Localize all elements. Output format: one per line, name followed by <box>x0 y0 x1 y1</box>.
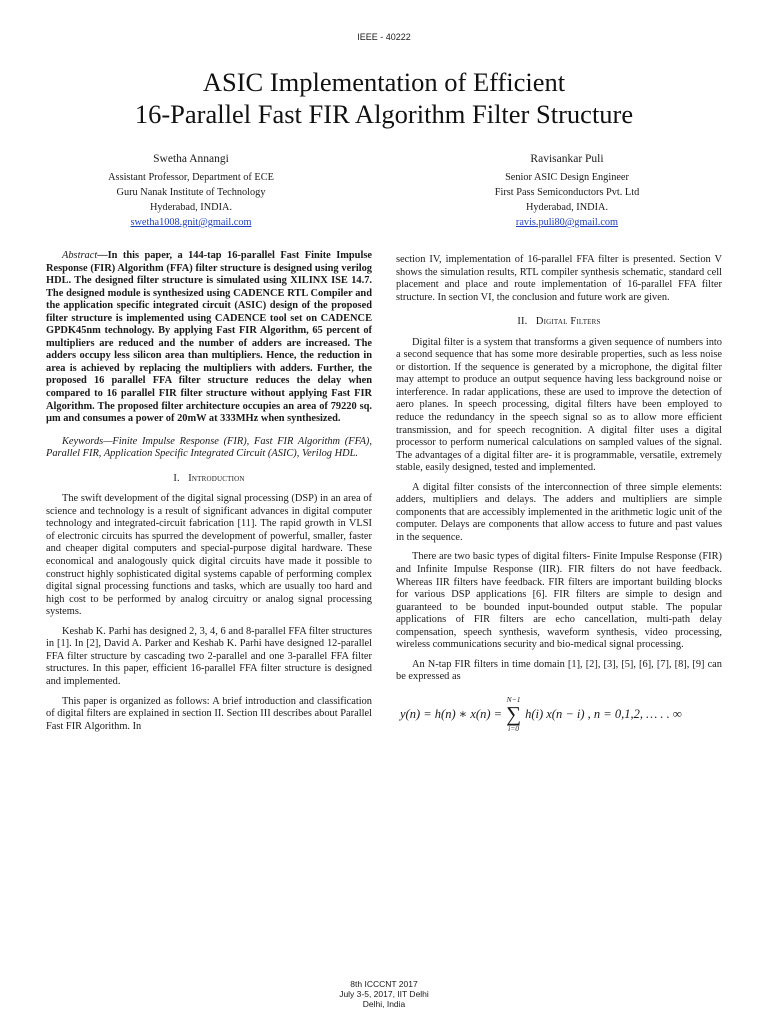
abstract-label: Abstract <box>62 250 98 261</box>
paragraph: This paper is organized as follows: A brief introduction and classification of digital filters are explained in section II. Section III describes about Parallel Fast FIR Algorithm. In <box>46 695 372 732</box>
author-email-link[interactable]: swetha1008.gnit@gmail.com <box>130 217 252 228</box>
author-name: Swetha Annangi <box>153 153 229 165</box>
footer-line-3: Delhi, India <box>362 999 406 1009</box>
keywords <box>46 436 372 461</box>
paragraph: There are two basic types of digital filters- Finite Impulse Response (FIR) and Infinite Impulse Response (IIR). FIR filters do not have feedback. Whereas IIR filters have feedback. FIR filters are important building blocks for various DSP applications [6]. FIR filters are simple to design and guaranteed to be bounded input-bounded output stable. The popular applications of FIR filters are echo cancellation, multi-path delay compensation, speech synthesis, waveform synthesis, video processing, wireless communications security and bio-medical signal processing. <box>396 551 722 651</box>
paragraph: Digital filter is a system that transforms a given sequence of numbers into a second sequence that has some more desirable properties, such as less noise or distortion. If the sequence is generated by a microphone, the digital filter may attempt to produce an output sequence having less background noise or interference. In radar applications, these are used to improve the detection of aero planes. In speech processing, digital filters have been employed to reduce the redundancy in the speech signal so as to allow more efficient transmission, and for speech recognition. A digital filter uses a digital processor to perform numerical calculations on sampled values of the signal. The advantages of a digital filter are- it is programmable, versatile, extremely stable, easily designed, tested and implemented. <box>396 336 722 474</box>
author-location: Hyderabad, INDIA. <box>525 202 609 213</box>
equation-body: h(i) x(n − i) , n = 0,1,2, … . . ∞ <box>525 706 682 721</box>
paragraph: Keshab K. Parhi has designed 2, 3, 4, 6 and 8-parallel FFA filter structures in [1]. In [2], David A. Parker and Keshab K. Parhi have designed 12-parallel FFA filter structure by cascading two 2-parallel and one 3-parallel FFA filter structures. In this paper, efficient 16-parallel FFA filter structure is designed and implemented. <box>46 625 372 687</box>
conference-header: IEEE - 40222 <box>357 32 411 42</box>
author-org: First Pass Semiconductors Pvt. Ltd <box>494 187 640 198</box>
author-email-link[interactable]: ravis.puli80@gmail.com <box>515 217 619 228</box>
author-name: Ravisankar Puli <box>530 153 604 165</box>
conference-footer <box>0 979 768 1009</box>
left-column <box>46 250 372 740</box>
summation-upper-limit: N−1 <box>506 694 521 704</box>
paper-title <box>40 66 728 130</box>
title-line-1: ASIC Implementation of Efficient <box>202 67 566 97</box>
abstract-text: —In this paper, a 144-tap 16-parallel Fast Finite Impulse Response (FIR) Algorithm (FFA) filter structure is designed using verilog HDL. The designed filter structure is simulated using XILINX ISE 14.7. The designed module is synthesized using CADENCE RTL Compiler and the application specific integrated circuit (ASIC) design of the proposed filter structure is implemented using CADENCE tool set on CADENCE GPDK45nm technology. By applying Fast FIR Algorithm, 65 percent of multipliers are reduced and the number of adders are increased. The adders occupy less silicon area than multipliers. Hence, the reduction in area is achieved by replacing the multipliers with adders. Further, the proposed 16 parallel FFA filter structure reduces the delay when compared to 16 parallel FIR filter structure without applying Fast FIR Algorithm. The proposed filter architecture occupies an area of 79220 sq. µm and consumes a power of 20mW at 333MHz when synthesized. <box>46 250 372 425</box>
author-org: Guru Nanak Institute of Technology <box>116 187 266 198</box>
abstract <box>46 250 372 426</box>
author-location: Hyderabad, INDIA. <box>149 202 233 213</box>
author-block-1 <box>41 152 341 230</box>
section-heading-introduction: I. Introduction <box>173 472 245 484</box>
author-block-2 <box>417 152 717 230</box>
paragraph: An N-tap FIR filters in time domain [1], [2], [3], [5], [6], [7], [8], [9] can be expressed as <box>396 658 722 683</box>
author-role: Assistant Professor, Department of ECE <box>108 172 274 183</box>
footer-line-1: 8th ICCCNT 2017 <box>350 979 418 989</box>
section-heading-digital-filters: II. Digital Filters <box>517 316 601 328</box>
summation-symbol <box>506 695 521 733</box>
footer-line-2: July 3-5, 2017, IIT Delhi <box>339 989 429 999</box>
fir-equation <box>400 691 722 737</box>
paragraph: A digital filter consists of the interconnection of three simple elements: adders, multipliers and delays. The adders and multipliers are simple components that are accessibly implemented in the arithmetic logic unit of the computer. Delays are components that allow access to future and past values in the sequence. <box>396 481 722 543</box>
paragraph: section IV, implementation of 16-parallel FFA filter is presented. Section V shows the simulation results, RTL compiler synthesis schematic, standard cell placement and place and route implementation of 16-parallel FFA filter structure. In section VI, the conclusion and future work are given. <box>396 254 722 303</box>
paragraph: The swift development of the digital signal processing (DSP) in an area of science and technology is a result of significant advances in digital computer technology and integrated-circuit fabrication [11]. The rapid growth in VLSI of electronic circuits has spurred the development of powerful, smaller, faster and cheaper digital computers and special-purpose digital hardware. These economical and analogously quick digital circuits have made it possible to construct highly sophisticated digital systems capable of performing complex digital signal processing functions and tasks, which are usually too hard and high cost to be performed by analog circuitry or analog signal processing systems. <box>46 493 372 618</box>
title-line-2: 16-Parallel Fast FIR Algorithm Filter Structure <box>134 99 634 129</box>
sigma-icon: ∑ <box>506 701 522 726</box>
equation-lhs: y(n) = h(n) ∗ x(n) = <box>400 706 503 721</box>
right-column <box>396 254 722 737</box>
author-role: Senior ASIC Design Engineer <box>505 172 629 183</box>
summation-lower-limit: i=0 <box>508 723 520 733</box>
keywords-text: —Finite Impulse Response (FIR), Fast FIR Algorithm (FFA), Parallel FIR, Application Specific Integrated Circuit (ASIC), Verilog HDL. <box>46 435 372 460</box>
keywords-label: Keywords <box>62 435 104 447</box>
